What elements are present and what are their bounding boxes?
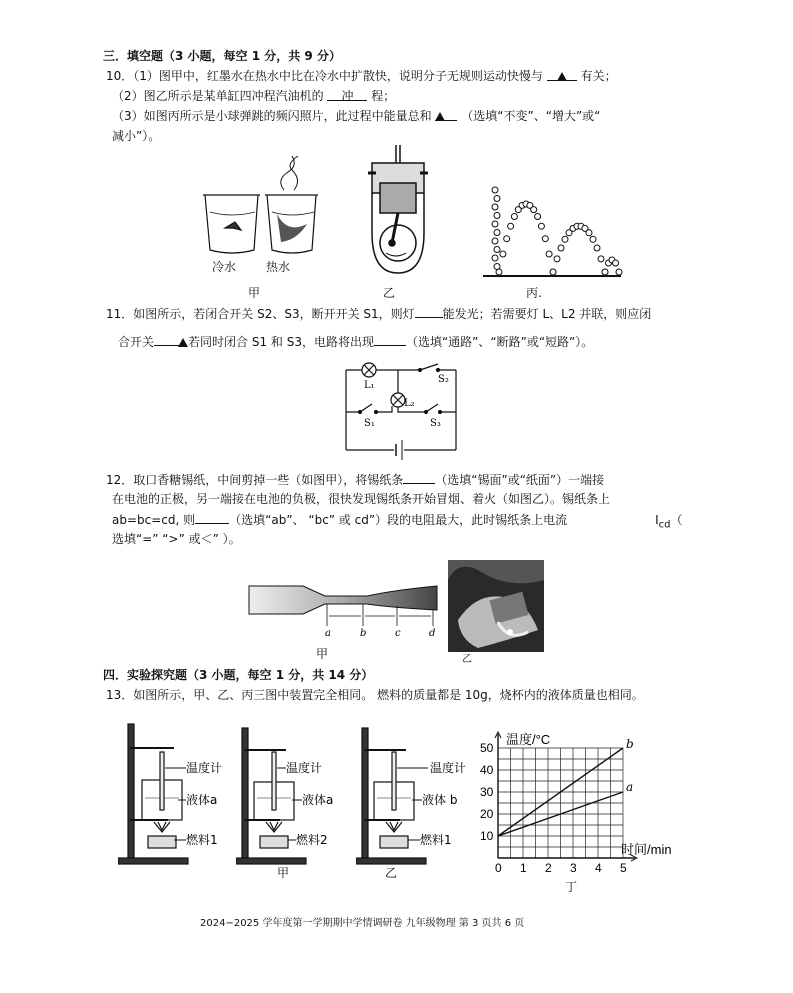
s3-label: S₃ — [430, 418, 441, 429]
q10-line2: （2）图乙所示是某单缸四冲程汽油机的 冲 程； — [112, 89, 396, 103]
y-axis-title: 温度/°C — [506, 732, 551, 747]
section3-heading: 三．填空题（3 小题，每空 1 分，共 9 分） — [103, 49, 341, 63]
ball-icon — [492, 255, 498, 261]
answer-marker-icon — [557, 72, 567, 81]
q12-line3: ab=bc=cd, 则 （选填“ab”、 “bc” 或 cd”）段的电阻最大，此时锡纸条上电流 $I_{cd}$（ — [112, 513, 683, 531]
figure-jia-caption: 甲 — [248, 286, 261, 300]
s1-label: S₁ — [364, 418, 375, 429]
ball-icon — [586, 230, 592, 236]
figure-yi-caption: 乙 — [385, 866, 398, 880]
ball-icon — [492, 204, 498, 210]
ball-icon — [562, 236, 568, 242]
fuel1-label: 燃料1 — [420, 833, 452, 847]
answer-blank[interactable] — [415, 305, 443, 318]
answer-blank[interactable] — [547, 68, 577, 81]
y-tick-label: 30 — [480, 785, 494, 799]
hot-water-beaker — [265, 156, 318, 253]
engine-figure — [358, 143, 438, 278]
l2-label: L₂ — [404, 398, 415, 409]
figure-ding-caption: 丁 — [565, 880, 578, 894]
section4-heading: 四．实验探究题（3 小题，每空 1 分，共 14 分） — [103, 668, 374, 682]
ball-icon — [616, 269, 622, 275]
x-tick-label: 4 — [595, 861, 602, 875]
ball-icon — [546, 251, 552, 257]
thermometer-label: 温度计 — [286, 761, 323, 775]
liquid-b-label: 液体 b — [422, 793, 458, 807]
s2-label: S₂ — [438, 374, 449, 385]
figure-yi-caption: 乙 — [462, 654, 472, 665]
circuit-diagram — [340, 360, 465, 465]
series-label-a: a — [626, 780, 634, 794]
thermometer-label: 温度计 — [430, 761, 467, 775]
liquid-a-label: 液体a — [186, 793, 218, 807]
ball-icon — [504, 236, 510, 242]
fuel1-label: 燃料1 — [186, 833, 218, 847]
ball-icon — [542, 236, 548, 242]
label-a: a — [325, 628, 331, 639]
x-axis-title: 时间/min — [621, 842, 672, 857]
y-tick-label: 20 — [480, 807, 494, 821]
figure-jia-caption: 甲 — [277, 866, 290, 880]
fuel2-label: 燃料2 — [296, 833, 328, 847]
ball-icon — [500, 251, 506, 257]
answer-marker-icon — [435, 112, 445, 121]
tin-foil-strip-figure — [245, 580, 440, 645]
q11-line1: 11．如图所示，若闭合开关 S2、S3，断开开关 S1，则灯 能发光；若需要灯 L、L2 并联，则应闭 — [106, 307, 652, 321]
ball-icon — [535, 214, 541, 220]
ball-icon — [496, 269, 502, 275]
liquid-a-label: 液体a — [302, 793, 334, 807]
burning-foil-photo — [448, 560, 544, 652]
x-tick-label: 5 — [620, 861, 627, 875]
ball-icon — [613, 260, 619, 266]
q11-line2: 合开关 若同时闭合 S1 和 S3，电路将出现 （选填“通路”、“断路”或“短路”）。 — [118, 335, 594, 349]
hot-water-label: 热水 — [266, 260, 291, 274]
ball-icon — [508, 223, 514, 229]
q13-line1: 13．如图所示，甲、乙、丙三图中装置完全相同。 燃料的质量都是 10g，烧杯内的液体质量也相同。 — [106, 688, 644, 702]
ball-icon — [492, 221, 498, 227]
x-tick-label: 0 — [495, 861, 502, 875]
q12-line4: 选填“=” “>” 或＜” ）。 — [112, 532, 241, 546]
ball-icon — [550, 269, 556, 275]
answer-blank[interactable] — [403, 471, 435, 484]
answer-blank[interactable] — [195, 511, 229, 524]
temperature-time-chart — [478, 718, 690, 890]
y-tick-label: 50 — [480, 741, 494, 755]
answer-blank[interactable] — [435, 108, 457, 121]
ball-icon — [538, 223, 544, 229]
y-tick-label: 40 — [480, 763, 494, 777]
apparatus-yi — [356, 720, 476, 870]
label-b: b — [360, 628, 367, 639]
apparatus-jia-2 — [236, 720, 356, 870]
bouncing-ball-figure — [483, 180, 623, 280]
series-label-b: b — [626, 737, 634, 751]
q10-line4: 减小”）。 — [112, 129, 161, 143]
answer-marker-icon — [178, 338, 188, 347]
figure-jia-caption: 甲 — [316, 647, 329, 661]
q12-line2: 在电池的正极，另一端接在电池的负极，很快发现锡纸条开始冒烟、着火（如图乙）。锡纸条上 — [112, 492, 611, 506]
label-d: d — [429, 628, 436, 639]
ball-icon — [594, 245, 600, 251]
x-tick-label: 3 — [570, 861, 577, 875]
ball-icon — [494, 230, 500, 236]
figure-bing-caption: 丙. — [526, 286, 542, 300]
q10-line3: （3）如图丙所示是小球弹跳的频闪照片，此过程中能量总和 （选填“不变”、“增大”或“ — [112, 109, 601, 123]
ball-icon — [492, 187, 498, 193]
x-tick-label: 2 — [545, 861, 552, 875]
thermometer-label: 温度计 — [186, 761, 223, 775]
ball-icon — [558, 245, 564, 251]
apparatus-jia-1 — [118, 720, 238, 870]
ball-icon — [494, 213, 500, 219]
ball-icon — [598, 256, 604, 262]
ball-icon — [531, 207, 537, 213]
ball-icon — [492, 238, 498, 244]
ball-icon — [494, 196, 500, 202]
ball-icon — [511, 214, 517, 220]
answer-blank[interactable] — [374, 333, 406, 346]
ball-icon — [554, 256, 560, 262]
ball-icon — [494, 247, 500, 253]
y-tick-label: 10 — [480, 829, 494, 843]
x-tick-label: 1 — [520, 861, 527, 875]
cold-water-label: 冷水 — [212, 260, 237, 274]
beakers-figure — [200, 150, 320, 260]
answer-blank[interactable]: 冲 — [327, 88, 367, 101]
q10-line1: 10．（1）图甲中，红墨水在热水中比在冷水中扩散快，说明分子无规则运动快慢与 有关； — [106, 69, 617, 83]
cold-water-beaker — [203, 195, 260, 253]
ball-icon — [590, 236, 596, 242]
figure-yi-caption: 乙 — [383, 286, 396, 300]
q12-line1: 12．取口香糖锡纸，中间剪掉一些（如图甲），将锡纸条 （选填“锡面”或“纸面”）一端接 — [106, 473, 605, 487]
l1-label: L₁ — [364, 380, 375, 391]
page-footer: 2024−2025 学年度第一学期期中学情调研卷 九年级物理 第 3 页共 6 页 — [200, 918, 525, 929]
ball-icon — [602, 269, 608, 275]
label-c: c — [395, 628, 401, 639]
